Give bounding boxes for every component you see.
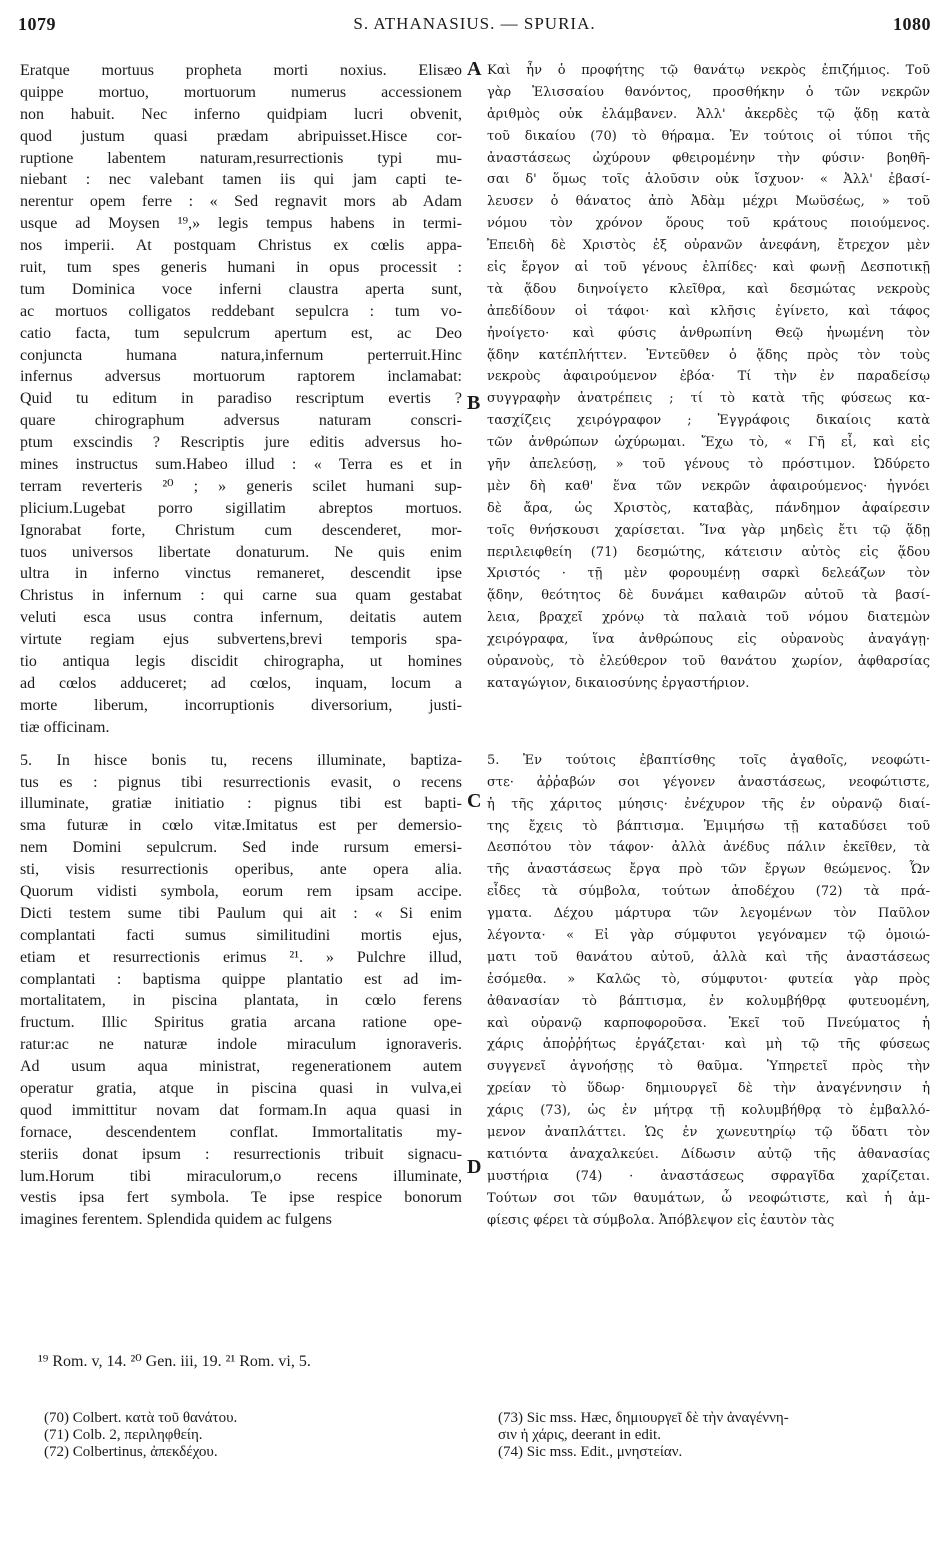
text-line: ruptione labentem naturam,resurrectionis typi mu- [20,149,462,167]
text-line: ἠνοίγετο· καὶ φύσις ἀνθρωπίνη Θεῷ ἡνωμένη τὸν [487,325,930,341]
text-line: δὲ ἄρα, ὡς Χριστὸς, καταβὰς, πάνδημον ἀφαίρεσιν [487,500,930,516]
text-line: Eratque mortuus propheta morti noxius. Elisæo [20,62,462,79]
text-line: veluti esca usus contra infernum, deitatis autem [20,609,462,627]
text-line: quippe mortuo, mortuorum numerus accessionem [20,83,462,101]
text-line: Christus in infernum : qui carne sua quam gestabat [20,587,462,605]
text-line: εἶδες τὰ σύμβολα, τούτων ἀποδέχου (72) τὰ πρά- [487,884,930,900]
text-line: καταγώγιον, δικαιοσύνης ἐργαστήριον. [487,675,750,691]
text-line: Ignorabat forte, Christum cum descenderet, mor- [20,521,462,539]
text-line: nos imperii. At postquam Christus ex cœlis appa- [20,237,462,255]
text-line: 5. Ἐν τούτοις ἐβαπτίσθης τοῖς ἀγαθοῖς, νεοφώτι- [487,752,930,768]
text-line: στε· ἀῤῥαβών σοι γέγονεν ἀναστάσεως, νεοφώτιστε, [487,774,930,790]
text-line: εἰς ἔργον αἱ τοῦ γένους ἐλπίδες· καὶ φωνῇ Δεσποτικῇ [487,260,930,276]
text-line: τῶν ἀνθρώπων ὠχύρωμαι. Ἔχω τὸ, « Γῆ εἶ, καὶ εἰς [487,435,930,451]
text-line: nem Domini sepulcrum. Sed inde rursum emersi- [20,839,462,857]
text-line: συγγενεῖ ἀγνοήσῃς τὸ θαῦμα. Ὑπηρετεῖ πρὸς τὴν [487,1059,930,1075]
text-line: ἀπεδίδουν οἱ τάφοι· καὶ κλῆσις ἐγίνετο, καὶ τάφος [487,303,930,319]
footnote-72: (72) Colbertinus, ἀπεκδέχου. [44,1444,218,1460]
text-line: tum Dominica voce inferni claustra aperta sunt, [20,280,462,298]
footnotes-left [44,1410,237,1461]
text-line: κατιόντα ἀναχαλκεύει. Δίδωσιν αὐτῷ τῆς ἀθανασίας [487,1146,930,1162]
text-line: tus es : pignus tibi resurrectionis evasit, o recens [20,773,462,791]
greek-paragraph-4 [487,60,930,695]
text-line: complantati facti sumus similitudini mortis ejus, [20,926,462,944]
text-line: Δεσπότου τὸν τάφον· ἀλλὰ ἀνέδυς πάλιν ἐκεῖθεν, τὰ [487,840,930,856]
text-line: complantati : baptisma quippe plantatio est ad im- [20,970,462,988]
text-line: Ἐπειδὴ δὲ Χριστὸς ἐξ οὐρανῶν ἀνεφάνη, ἔτρεχον μὲν [487,238,930,254]
text-line: χρείαν τὸ ὕδωρ· δημιουργεῖ δὲ τὴν ἀναγέννησιν ἡ [487,1081,930,1097]
text-line: λεια, βραχεῖ χρόνῳ τὰ παλαιὰ τοῦ νόμου διατεμὼν [487,610,930,626]
text-line: ἀριθμὸς οὐκ ἐλάμβανεν. Ἀλλ' ἀκερδὲς τῷ ᾅδῃ κατὰ [487,106,930,122]
text-line: μυστήρια (74) · ἀναστάσεως σφραγῖδα χαρίζεται. [487,1168,930,1184]
text-line: καὶ οὐρανῷ καρποφοροῦσα. Ἐκεῖ τοῦ Πνεύματος ἡ [487,1015,930,1031]
text-line: ac mortuos colligatos reddebant sepulcra : tum vo- [20,302,462,320]
text-line: mines instructus sum.Habeo illud : « Terra es et in [20,456,462,474]
text-line: ἡ τῆς χάριτος μύησις· ἐνέχυρον τῆς ἐν οὐρανῷ διαί- [487,796,930,812]
text-line: γῆν ἀπελεύσῃ, » τοῦ γένους τὸ πρόστιμον. Ὠδύρετο [487,457,930,473]
text-line: ad cœlos adduceret; ad cœlos, inquam, locum a [20,674,462,692]
margin-marker-b: B [467,392,481,414]
text-line: ἐσόμεθα. » Καλῶς τὸ, σύμφυτοι· φυτεία γὰρ πρὸς [487,971,930,987]
text-line: conjuncta humana natura,infernum perterruit.Hinc [20,346,462,364]
text-line: τοῖς θνήσκουσι χαρίσεται. Ἵνα γὰρ μηδεὶς ἔτι τῷ ᾅδῃ [487,522,930,538]
text-line: quare chirographum adversus naturam conscri- [20,412,462,430]
text-line: plicium.Lugebat porro sigillatim abreptos mortuos. [20,499,462,517]
text-line: niebant : nec valebant tamen iis qui jam capti te- [20,171,462,189]
text-line: Dicti testem sume tibi Paulum qui ait : « Si enim [20,904,462,922]
text-line: operatur gratia, atque in piscina quasi in vulva,ei [20,1079,462,1097]
text-line: vestis ipsa fert symbola. Te ipse respice bonorum [20,1189,462,1207]
text-line: ᾅδην, θεότητος δὲ δυνάμει καθαιρῶν αὐτοῦ τὰ βασί- [487,588,930,604]
text-line: tuos universos libertate donaturum. Ne quis enim [20,543,462,561]
footnotes-right [498,1410,928,1461]
text-line: non habuit. Nec inferno quidpiam lucri obvenit, [20,105,462,123]
text-line: Ad usum aqua ministrat, regenerationem autem [20,1058,462,1076]
greek-column [487,60,930,1231]
text-line: ματι τοῦ θανάτου αὐτοῦ, ἀλλὰ καὶ τῆς ἀναστάσεως [487,949,930,965]
latin-column [20,60,462,1231]
text-line: infernus adversus mortuorum raptorem inclamabat: [20,368,462,386]
text-line: της ἔχεις τὸ βάπτισμα. Ἐμιμήσω τῇ καταδύσει τοῦ [487,818,930,834]
text-line: μὲν δὴ καθ' ἕνα τῶν νεκρῶν ἀφαιρούμενος· ἠγνόει [487,478,930,494]
text-line: χάρις (73), ὡς ἐν μήτρᾳ τῇ κολυμβήθρᾳ τὸ ἐμβαλλό- [487,1103,930,1119]
text-line: ptum exscindis ? Rescriptis jure editis adversus ho- [20,434,462,452]
text-line: σαι δ' ὅμως τοῖς ἁλοῦσιν οὐκ ἴσχυον· « Ἀλλ' ἐβασί- [487,172,930,188]
text-line: morte liberum, incorruptionis diversorium, justi- [20,696,462,714]
text-line: οὐρανοὺς, τὸ ἐλεύθερον τοῦ θανάτου χωρίον, ἀφθαρσίας [487,654,930,670]
text-line: χάρις ἀποῤῥήτως ἐργάζεται· καὶ μὴ τῷ τῆς φύσεως [487,1037,930,1053]
text-line: quod immittitur novam dat formam.In aqua quasi in [20,1101,462,1119]
margin-marker-a: A [467,58,482,80]
scripture-references: ¹⁹ Rom. v, 14. ²⁰ Gen. iii, 19. ²¹ Rom. vi, 5. [38,1353,311,1370]
text-line: sma futuræ in cœlo vitæ.Imitatus est per demersio- [20,817,462,835]
text-line: τῆς ἀναστάσεως ἔργα πρὸ τῶν ἔργων θεώμενος. Ὧν [487,862,930,878]
text-line: ratur:ac ne naturæ indole miraculum ignoraveris. [20,1036,462,1054]
text-line: tio antiqua legis discidit chirographa, ut homines [20,653,462,671]
latin-paragraph-5 [20,748,462,1232]
text-line: ἀναστάσεως ὠχύρουν φθειρομένην τὴν φύσιν· βοηθῆ- [487,150,930,166]
text-line: Quid tu editum in paradiso rescriptum evertis ? [20,390,462,408]
text-line: nerentur opem ferre : « Sed regnavit mors ab Adam [20,193,462,211]
footnote-74: (74) Sic mss. Edit., μνηστείαν. [498,1444,683,1460]
text-line: τοῦ δικαίου (70) τὸ θήραμα. Ἐν τούτοις οἱ τύποι τῆς [487,128,930,144]
footnote-73: (73) Sic mss. Hæc, δημιουργεῖ δὲ τὴν ἀναγέννη- [498,1410,789,1426]
text-line: τασχίζεις χειρόγραφον ; Ἐγγράφοις δικαίοις κατὰ [487,413,930,429]
text-line: τὰ ᾅδου διηνοίγετο κλεῖθρα, καὶ δεσμώτας νεκροὺς [487,281,930,297]
text-line: virtute regiam ejus subvertens,brevi temporis spa- [20,631,462,649]
text-line: Καὶ ἦν ὁ προφήτης τῷ θανάτῳ νεκρὸς ἐπιζήμιος. Τοῦ [487,63,930,78]
text-line: ruit, tum spes generis humani in opus processit : [20,259,462,277]
text-line: steriis donat ipsum : resurrectionis tribuit signacu- [20,1145,462,1163]
footnote-71: (71) Colb. 2, περιληφθείη. [44,1427,203,1443]
text-line: ἀθανασίαν τὸ βάπτισμα, ἐν κολυμβήθρᾳ φυτευομένη, [487,993,930,1009]
column-number-right: 1080 [893,14,931,34]
text-line: sti, visis resurrectionis operibus, ante opera alia. [20,861,462,879]
text-line: ultra in inferno vinctus remaneret, descendit ipse [20,565,462,583]
text-line: Χριστός · τῇ μὲν φορουμένῃ σαρκὶ δελεάζων τὸν [487,566,930,582]
text-line: etiam et resurrectionis erimus ²¹. » Pulchre illud, [20,948,462,966]
text-line: νόμου τὸν χρόνον ὅρους τοῦ κράτους ποιούμενος. [487,216,930,232]
text-line: γὰρ Ἐλισσαίου θανόντος, προσθήκην ὁ τῶν νεκρῶν [487,84,930,100]
text-line: illuminate, gratiæ initiatio : pignus tibi est bapti- [20,795,462,813]
text-line: usque ad Moysen ¹⁹,» legis tempus habens in termi- [20,215,462,233]
text-line: περιλειφθείη (71) δεσμώτης, κάτεισιν αὐτὸς εἰς ᾅδου [487,544,930,560]
footnote-70: (70) Colbert. κατὰ τοῦ θανάτου. [44,1410,238,1426]
text-line: terram reverteris ²⁰ ; » generis scilet humani sup- [20,477,462,495]
text-line: λευσεν ὁ θάνατος ἀπὸ Ἀδὰμ μέχρι Μωϋσέως, » τοῦ [487,194,930,210]
text-line: imagines ferentem. Splendida quidem ac fulgens [20,1211,332,1229]
text-line: catio facta, tum sepulcrum apertum est, ac Deo [20,324,462,342]
text-line: μενον ἀναπλάττει. Ὡς ἐν χωνευτηρίῳ τῷ ὕδατι τὸν [487,1124,930,1140]
text-line: γματα. Δέχου μάρτυρα τῶν λεγομένων τὸν Παῦλον [487,906,930,922]
greek-paragraph-5 [487,748,930,1232]
text-line: ᾅδην κατέπλήττεν. Ἐντεῦθεν ὁ ᾅδης πρὸς τὸν τοὺς [487,347,930,363]
latin-paragraph-4 [20,60,462,739]
text-line: φίεσις φέρει τὰ σύμβολα. Ἀπόβλεψον εἰς ἑαυτὸν τὰς [487,1212,835,1228]
column-number-left: 1079 [18,14,56,34]
text-line: Τούτων σοι τῶν θαυμάτων, ὦ νεοφώτιστε, καὶ ἡ ἀμ- [487,1190,930,1206]
text-line: fructum. Illic Spiritus gratia arcana ratione ope- [20,1014,462,1032]
text-line: tiæ officinam. [20,718,110,736]
text-line: λέγοντα· « Εἰ γὰρ σύμφυτοι γεγόναμεν τῷ ὁμοιώ- [487,927,930,943]
text-line: lum.Horum tibi miraculorum,o recens illuminate, [20,1167,462,1185]
text-line: mortalitatem, in piscina plantata, in cœlo ferens [20,992,462,1010]
text-line: 5. In hisce bonis tu, recens illuminate, baptiza- [20,751,462,769]
text-line: χειρόγραφα, ἵνα ἀνθρώπους εἰς οὐρανοὺς ἀναγάγῃ· [487,632,930,648]
margin-marker-d: D [467,1156,482,1178]
text-line: νεκροὺς ἀφαιρούμενον ἐβόα· Τί τὴν ἐν παραδείσῳ [487,369,930,385]
text-line: fornace, descendentem conflat. Immortalitatis my- [20,1123,462,1141]
running-title: S. ATHANASIUS. — SPURIA. [353,14,596,33]
text-line: συγγραφὴν ἀνατρέπεις ; τί τὸ κατὰ τῆς φύσεως κα- [487,391,930,407]
margin-marker-c: C [467,790,482,812]
text-line: quod justum quasi prædam abripuisset.Hisce cor- [20,127,462,145]
text-line: Quorum vidisti symbola, eorum rem ipsam accipe. [20,882,462,900]
footnote-73-cont: σιν ἡ χάρις, deerant in edit. [498,1427,661,1443]
